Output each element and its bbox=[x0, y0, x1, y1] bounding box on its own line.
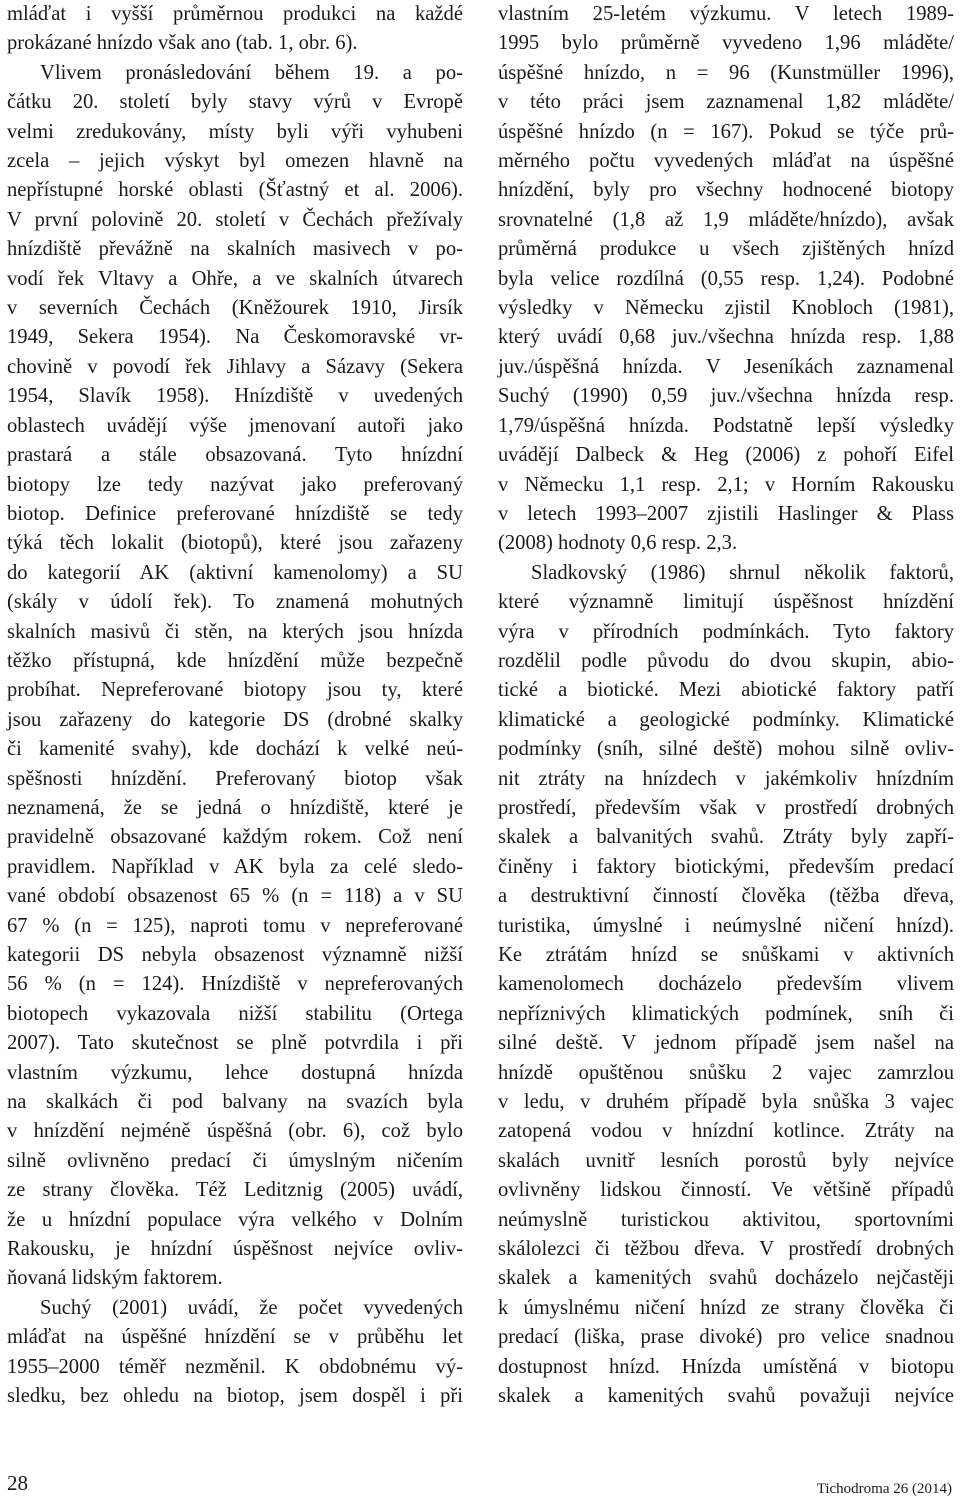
text-line: skalek a balvanitých svahů. Ztráty byly zapří- bbox=[498, 826, 954, 849]
text-line: predací (liška, prase divoké) pro velice snadnou bbox=[498, 1326, 954, 1349]
text-line: pravidelně obsazované každým rokem. Což není bbox=[7, 826, 463, 849]
text-line: měrného počtu vyvedených mláďat na úspěšné bbox=[498, 150, 954, 173]
text-line: v této práci jsem zaznamenal 1,82 mláděte/ bbox=[498, 91, 954, 114]
text-line: Suchý (1990) 0,59 juv./všechna hnízda resp. bbox=[498, 385, 954, 408]
page-number: 28 bbox=[7, 1471, 28, 1495]
text-line: na skalkách či pod balvany na svazích byla bbox=[7, 1091, 463, 1114]
text-line: biotop. Definice preferované hnízdiště se tedy bbox=[7, 502, 463, 525]
text-line: 1955–2000 téměř nezměnil. K obdobnému vý- bbox=[7, 1355, 463, 1378]
text-line: který uvádí 0,68 juv./všechna hnízda resp. 1,88 bbox=[498, 326, 954, 349]
text-line: (2008) hodnoty 0,6 resp. 2,3. bbox=[498, 532, 738, 555]
text-line: prastará a stále obsazovaná. Tyto hnízdní bbox=[7, 444, 463, 467]
text-line: úspěšné hnízdo, n = 96 (Kunstmüller 1996), bbox=[498, 61, 954, 84]
text-line: ňovaná lidským faktorem. bbox=[7, 1267, 223, 1290]
text-line: ovlivněny lidskou činností. Ve většině případů bbox=[498, 1179, 954, 1202]
text-line: turistika, úmyslné i neúmyslné ničení hnízd). bbox=[498, 914, 954, 937]
text-line: těžko přístupná, kde hnízdění může bezpečně bbox=[7, 649, 463, 672]
text-line: tické a biotické. Mezi abiotické faktory patří bbox=[498, 679, 954, 702]
text-line: prokázané hnízdo však ano (tab. 1, obr. 6). bbox=[7, 32, 358, 55]
text-line: v letech 1993–2007 zjistili Haslinger & Plass bbox=[498, 502, 954, 525]
text-line: probíhat. Nepreferované biotopy jsou ty, které bbox=[7, 679, 463, 702]
text-line: prostředí, především však v prostředí drobných bbox=[498, 796, 954, 819]
text-line: silné deště. V jednom případě jsem našel na bbox=[498, 1032, 954, 1055]
text-line: v severních Čechách (Kněžourek 1910, Jirsík bbox=[7, 297, 463, 320]
text-line: (skály v údolí řek). To znamená mohutných bbox=[7, 591, 463, 614]
text-line: V první polovině 20. století v Čechách přežívaly bbox=[7, 208, 463, 231]
text-line: že u hnízdní populace výra velkého v Dolním bbox=[7, 1208, 463, 1231]
text-line: ze strany člověka. Též Leditznig (2005) uvádí, bbox=[7, 1179, 463, 1202]
text-line: 1954, Slavík 1958). Hnízdiště v uvedených bbox=[7, 385, 463, 408]
text-line: hnízdiště převážně na skalních masivech v po- bbox=[7, 238, 463, 261]
text-line: průměrná produkce u všech zjištěných hnízd bbox=[498, 238, 954, 261]
text-line: vané období obsazenost 65 % (n = 118) a v SU bbox=[7, 885, 463, 908]
text-line: neznamená, že se jedná o hnízdiště, které je bbox=[7, 796, 463, 819]
text-line: činěny i faktory biotickými, především predací bbox=[498, 855, 954, 878]
text-line: či kamenité svahy), kde dochází k velké neú- bbox=[7, 738, 463, 761]
text-line: chovině v povodí řek Jihlavy a Sázavy (Sekera bbox=[7, 355, 463, 378]
text-line: 1949, Sekera 1954). Na Českomoravské vr- bbox=[7, 326, 463, 349]
text-line: čátku 20. století byly stavy výrů v Evropě bbox=[7, 91, 463, 114]
text-line: vodí řek Vltavy a Ohře, a ve skalních útvarech bbox=[7, 267, 463, 290]
text-line: klimatické a geologické podmínky. Klimatické bbox=[498, 708, 954, 731]
text-line: juv./úspěšná hnízda. V Jeseníkách zaznamenal bbox=[498, 355, 954, 378]
text-line: srovnatelné (1,8 až 1,9 mláděte/hnízdo), avšak bbox=[498, 208, 954, 231]
text-line: 67 % (n = 125), naproti tomu v nepreferované bbox=[7, 914, 463, 937]
text-line: mláďat i vyšší průměrnou produkci na každé bbox=[7, 3, 463, 25]
text-line: které významně limitují úspěšnost hnízdění bbox=[498, 591, 954, 614]
text-line: oblastech uvádějí výše jmenovaní autoři jako bbox=[7, 414, 463, 437]
text-line: uvádějí Dalbeck & Heg (2006) z pohoří Eifel bbox=[498, 444, 954, 467]
text-line: Suchý (2001) uvádí, že počet vyvedených bbox=[40, 1296, 463, 1319]
text-line: Sladkovský (1986) shrnul několik faktorů, bbox=[531, 561, 954, 584]
text-line: 1995 bylo průměrně vyvedeno 1,96 mláděte/ bbox=[498, 32, 954, 55]
left-text-column bbox=[7, 0, 463, 1412]
text-line: zcela – jejich výskyt byl omezen hlavně na bbox=[7, 150, 463, 173]
text-line: Rakousku, je hnízdní úspěšnost nejvíce ovliv- bbox=[7, 1238, 463, 1261]
text-line: skalách uvnitř lesních porostů byly nejvíce bbox=[498, 1149, 954, 1172]
text-line: do kategorií AK (aktivní kamenolomy) a SU bbox=[7, 561, 463, 584]
text-line: Ke ztrátám hnízd se snůškami v aktivních bbox=[498, 944, 954, 966]
text-line: silně ovlivněno predací či úmyslným ničením bbox=[7, 1149, 463, 1172]
text-line: pravidlem. Například v AK byla za celé sledo- bbox=[7, 855, 463, 878]
text-line: byla velice rozdílná (0,55 resp. 1,24). Podobné bbox=[498, 267, 954, 290]
text-line: rozdělil podle původu do dvou skupin, abio- bbox=[498, 649, 954, 672]
text-line: biotopy lze tedy nazývat jako preferovaný bbox=[7, 473, 463, 496]
text-line: Vlivem pronásledování během 19. a po- bbox=[40, 61, 463, 84]
text-line: výra v přírodních podmínkách. Tyto faktory bbox=[498, 620, 954, 643]
text-line: nit ztráty na hnízdech v jakémkoliv hnízdním bbox=[498, 767, 954, 790]
text-line: neúmyslně turistickou aktivitou, sportovními bbox=[498, 1208, 954, 1231]
text-line: nepříznivých klimatických podmínek, sníh či bbox=[498, 1002, 954, 1025]
text-line: podmínky (sníh, silné deště) mohou silně ovliv- bbox=[498, 738, 954, 761]
text-line: skalek a kamenitých svahů považuji nejvíce bbox=[498, 1385, 954, 1408]
text-line: výsledky v Německu zjistil Knobloch (1981), bbox=[498, 297, 954, 320]
text-line: 56 % (n = 124). Hnízdiště v nepreferovaných bbox=[7, 973, 463, 996]
text-line: spěšnosti hnízdění. Preferovaný biotop však bbox=[7, 767, 463, 790]
text-line: skalních masivů či stěn, na kterých jsou hnízda bbox=[7, 620, 463, 643]
text-line: k úmyslnému ničení hnízd ze strany člověka či bbox=[498, 1296, 954, 1319]
text-line: hnízdění, byly pro všechny hodnocené biotopy bbox=[498, 179, 954, 202]
text-line: mláďat na úspěšné hnízdění se v průběhu let bbox=[7, 1326, 463, 1349]
text-line: velmi zredukovány, místy byli výři vyhubeni bbox=[7, 120, 463, 143]
text-line: úspěšné hnízdo (n = 167). Pokud se týče prů- bbox=[498, 120, 954, 143]
text-line: vlastním 25-letém výzkumu. V letech 1989- bbox=[498, 3, 954, 25]
journal-footer: Tichodroma 26 (2014) bbox=[816, 1481, 952, 1497]
text-line: jsou zařazeny do kategorie DS (drobné skalky bbox=[7, 708, 463, 731]
text-line: kategorii DS nebyla obsazenost významně nižší bbox=[7, 944, 463, 966]
text-line: 2007). Tato skutečnost se plně potvrdila i při bbox=[7, 1032, 463, 1055]
text-line: sledku, bez ohledu na biotop, jsem dospěl i při bbox=[7, 1385, 463, 1408]
text-line: skálolezci či těžbou dřeva. V prostředí drobných bbox=[498, 1238, 954, 1261]
text-line: v ledu, v druhém případě byla snůška 3 vajec bbox=[498, 1091, 954, 1114]
text-line: v Německu 1,1 resp. 2,1; v Horním Rakousku bbox=[498, 473, 954, 496]
text-line: skalek a kamenitých svahů docházelo nejčastěji bbox=[498, 1267, 954, 1290]
text-line: zatopená vodou v hnízdní kotlince. Ztráty na bbox=[498, 1120, 954, 1143]
text-line: v hnízdění nejméně úspěšná (obr. 6), což bylo bbox=[7, 1120, 463, 1143]
text-line: nepřístupné horské oblasti (Šťastný et al. 2006). bbox=[7, 179, 463, 202]
text-line: 1,79/úspěšná hnízda. Podstatně lepší výsledky bbox=[498, 414, 954, 437]
text-line: hnízdě opuštěnou snůšku 2 vajec zamrzlou bbox=[498, 1061, 954, 1084]
text-line: týká těch lokalit (biotopů), které jsou zařazeny bbox=[7, 532, 463, 555]
text-line: vlastním výzkumu, lehce dostupná hnízda bbox=[7, 1061, 463, 1084]
text-line: dostupnost hnízd. Hnízda umístěná v biotopu bbox=[498, 1355, 954, 1378]
text-line: a destruktivní činností člověka (těžba dřeva, bbox=[498, 885, 954, 908]
text-line: biotopech vykazovala nižší stabilitu (Ortega bbox=[7, 1002, 463, 1025]
right-text-column bbox=[498, 0, 954, 1412]
text-line: kamenolomech docházelo především vlivem bbox=[498, 973, 954, 996]
